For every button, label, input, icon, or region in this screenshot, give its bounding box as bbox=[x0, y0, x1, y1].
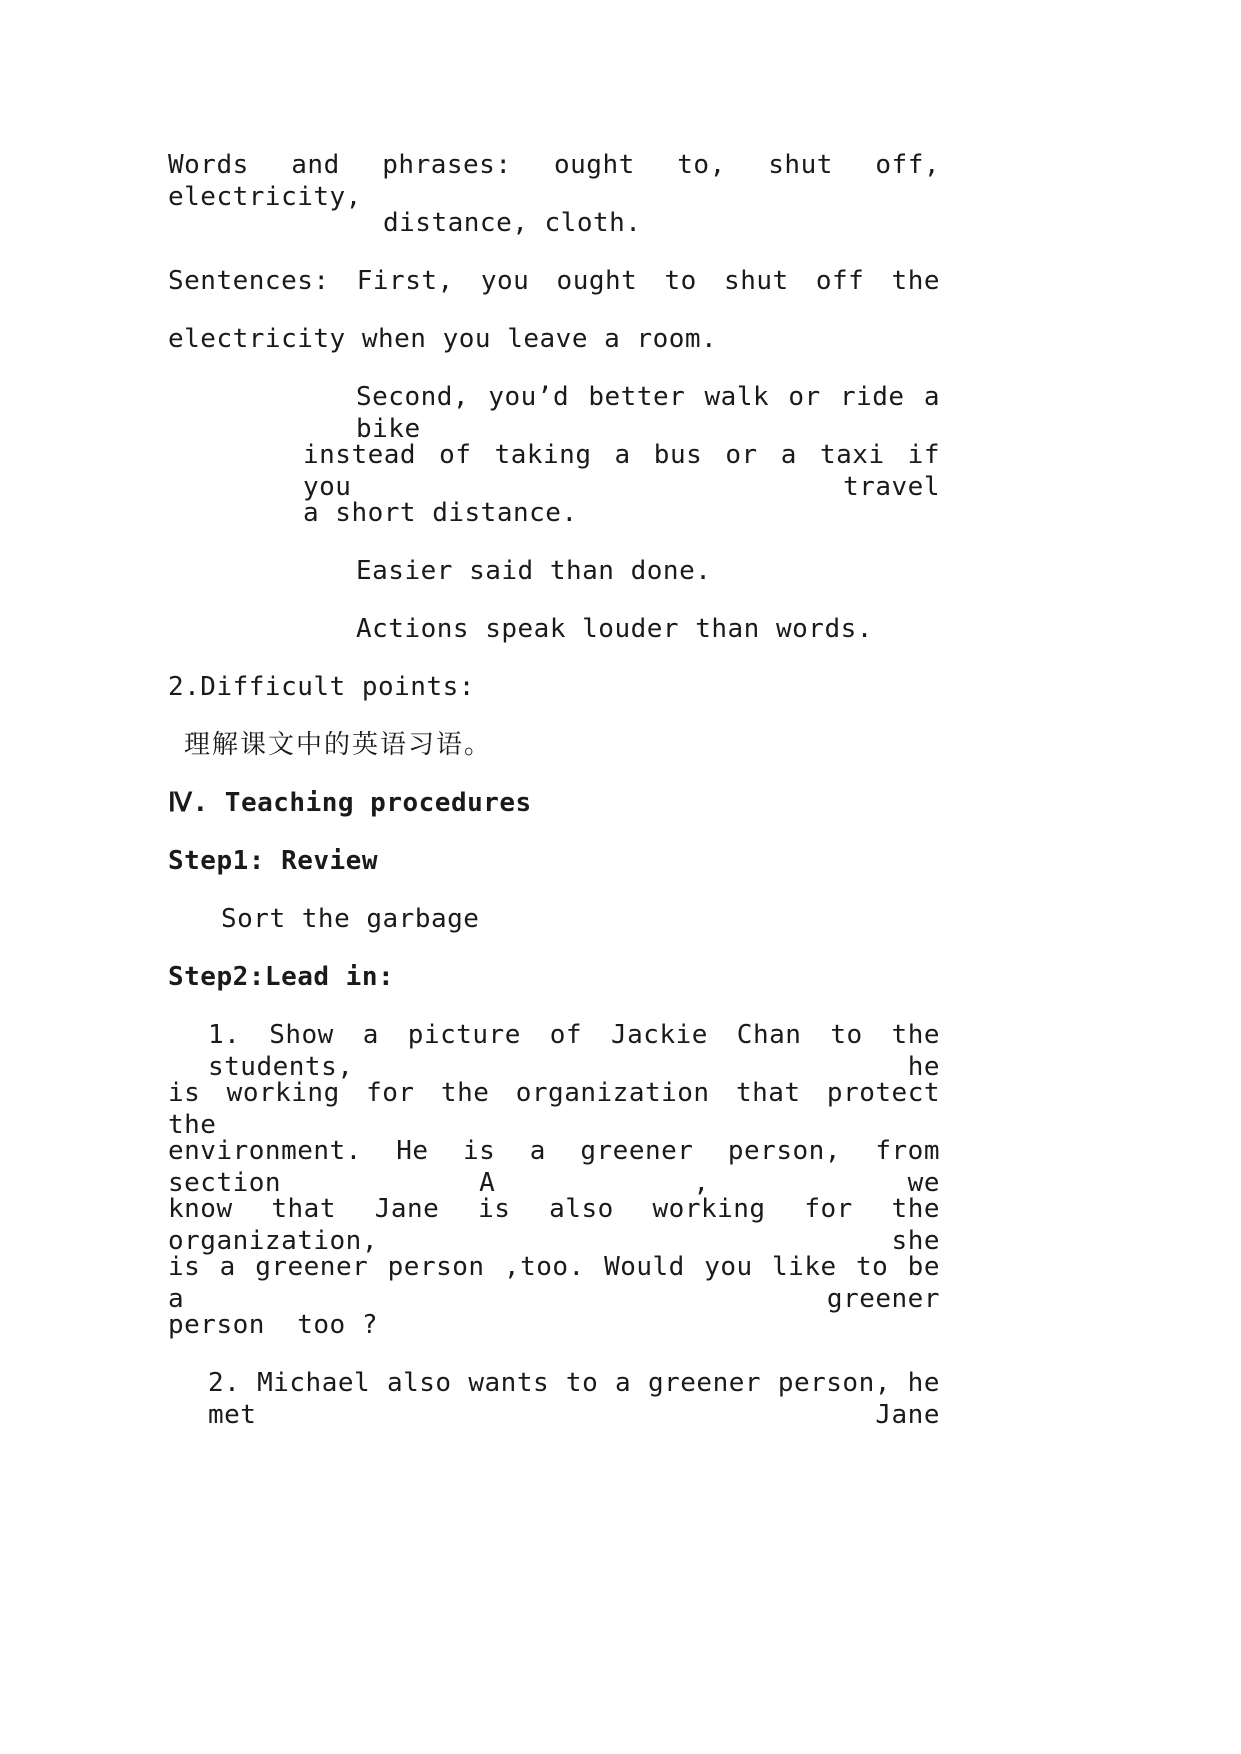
item1-line-6: person too ? bbox=[168, 1310, 378, 1340]
sentences-line-7: Actions speak louder than words. bbox=[356, 614, 873, 644]
item1-line-4: know that Jane is also working for the organization, she bbox=[168, 1194, 940, 1256]
words-phrases-line-2: distance, cloth. bbox=[383, 208, 642, 238]
step1-heading: Step1: Review bbox=[168, 846, 378, 876]
words-phrases-line-1: Words and phrases: ought to, shut off, electricity, bbox=[168, 150, 940, 212]
item1-line-1: 1. Show a picture of Jackie Chan to the students, he bbox=[208, 1020, 940, 1082]
difficult-points-heading: 2.Difficult points: bbox=[168, 672, 475, 702]
step2-heading: Step2:Lead in: bbox=[168, 962, 395, 992]
sentences-line-4: instead of taking a bus or a taxi if you travel bbox=[303, 440, 940, 502]
sentences-line-6: Easier said than done. bbox=[356, 556, 712, 586]
item1-line-3: environment. He is a greener person, from section A , we bbox=[168, 1136, 940, 1198]
difficult-points-text: 理解课文中的英语习语。 bbox=[184, 730, 493, 760]
item1-line-2: is working for the organization that protect the bbox=[168, 1078, 940, 1140]
sentences-line-5: a short distance. bbox=[303, 498, 578, 528]
step1-text: Sort the garbage bbox=[221, 904, 480, 934]
sentences-line-1: Sentences: First, you ought to shut off the bbox=[168, 266, 940, 296]
sentences-line-3: Second, you’d better walk or ride a bike bbox=[356, 382, 940, 444]
item1-line-5: is a greener person ,too. Would you like to be a greener bbox=[168, 1252, 940, 1314]
sentences-line-2: electricity when you leave a room. bbox=[168, 324, 718, 354]
item2-line-1: 2. Michael also wants to a greener person, he met Jane bbox=[208, 1368, 940, 1430]
teaching-procedures-heading: Ⅳ. Teaching procedures bbox=[168, 788, 532, 818]
